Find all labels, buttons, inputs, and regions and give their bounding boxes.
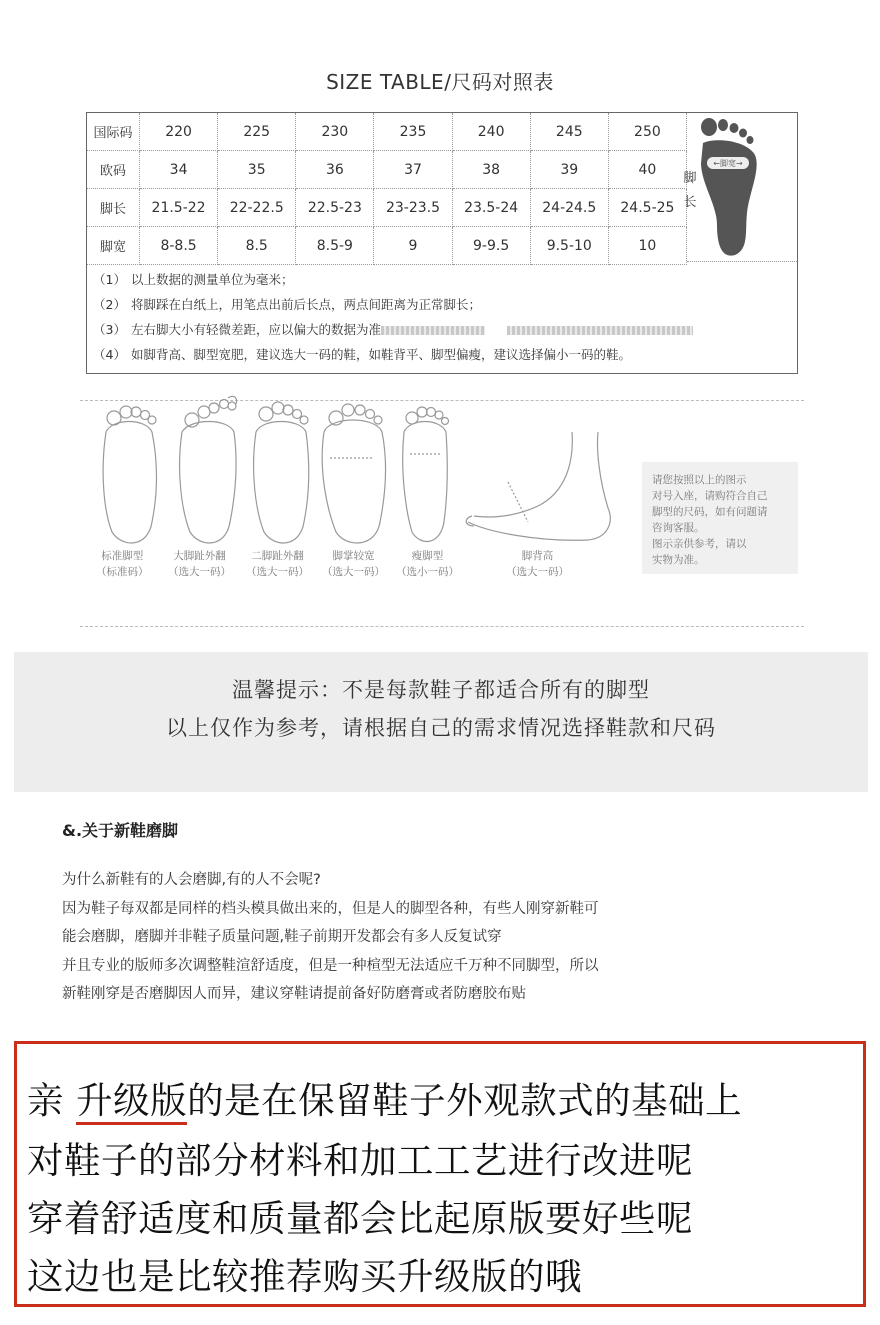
foot-type-caption [246,548,309,580]
foot-type-name: 脚背高 [521,550,554,562]
second-toe-foot-icon [254,402,309,543]
paragraph-line: 并且专业的版师多次调整鞋渲舒适度，但是一种楦型无法适应千万种不同脚型，所以 [62,957,599,974]
note-text: 将脚踩在白纸上，用笔点出前后长点，两点间距离为正常脚长； [131,297,482,312]
size-cell: 220 [140,113,218,151]
upgrade-promo-box [14,1041,866,1307]
foot-length-label [681,167,699,215]
hint-line: 实物为准。 [652,554,705,566]
foot-type-advice: （选大一码） [322,566,385,578]
paragraph-line: 新鞋刚穿是否磨脚因人而异，建议穿鞋请提前备好防磨膏或者防磨胶布贴 [62,986,526,1002]
foot-type-name: 大脚趾外翻 [173,550,226,562]
size-cell: 23-23.5 [374,189,452,227]
promo-line-1-rest: 的是在保留鞋子外观款式的基础上 [187,1079,743,1122]
foot-type-caption [96,548,149,580]
size-table-box [86,112,798,374]
about-new-shoes-text [62,866,832,1009]
size-row-label: 国际码 [87,113,140,151]
foot-length-image [687,113,797,262]
note-index: （1） [93,272,126,287]
size-cell: 34 [140,151,218,189]
size-cell: 10 [608,227,686,265]
paragraph-line: 为什么新鞋有的人会磨脚,有的人不会呢? [62,872,321,888]
foot-type-advice: （标准码） [96,566,149,578]
bunion-foot-icon [180,396,237,543]
size-cell: 40 [608,151,686,189]
size-cell: 24.5-25 [608,189,686,227]
foot-type-name: 标准脚型 [101,550,144,562]
warm-tip-band [14,652,868,792]
paragraph-line: 能会磨脚，磨脚并非鞋子质量问题,鞋子前期开发都会有多人反复试穿 [62,929,502,945]
hint-line: 咨询客服。 [652,522,705,534]
size-table [87,113,687,265]
tip-line-2: 以上仅作为参考，请根据自己的需求情况选择鞋款和尺码 [166,716,716,740]
size-cell: 22.5-23 [296,189,374,227]
size-cell: 39 [530,151,608,189]
size-cell: 230 [296,113,374,151]
size-cell: 35 [218,151,296,189]
upgrade-highlight: 升级版 [76,1079,187,1125]
foot-types-illustration [92,392,632,552]
note-index: （4） [93,347,126,362]
size-cell: 23.5-24 [452,189,530,227]
foot-type-caption [396,548,459,580]
foot-type-caption [506,548,569,580]
paragraph-line: 因为鞋子每双都是同样的档头模具做出来的，但是人的脚型各种，有些人刚穿新鞋可 [62,900,599,917]
hint-line: 脚型的尺码，如有问题请 [652,506,768,518]
note-item [93,317,793,342]
hint-line: 请您按照以上的图示 [652,474,747,486]
promo-line-2: 对鞋子的部分材料和加工工艺进行改进呢 [27,1139,693,1182]
size-cell: 225 [218,113,296,151]
note-item [93,267,793,292]
section-title: &.关于新鞋磨脚 [62,821,179,840]
size-cell: 245 [530,113,608,151]
hint-line: 对号入座，请购符合自己 [652,490,768,502]
size-cell: 36 [296,151,374,189]
note-text: 以上数据的测量单位为毫米； [131,272,294,287]
promo-line-1 [27,1072,742,1124]
size-cell: 21.5-22 [140,189,218,227]
foot-type-advice: （选大一码） [246,566,309,578]
size-row-label: 脚长 [87,189,140,227]
size-row [87,189,687,227]
wide-foot-icon [322,404,385,543]
hint-line: 图示亲供参考，请以 [652,538,747,550]
foot-type-advice: （选大一码） [506,566,569,578]
size-cell: 250 [608,113,686,151]
divider [80,626,804,627]
size-cell: 9-9.5 [452,227,530,265]
size-row [87,113,687,151]
size-cell: 9.5-10 [530,227,608,265]
size-cell: 9 [374,227,452,265]
page-title: SIZE TABLE/尺码对照表 [326,70,554,94]
size-cell: 8.5 [218,227,296,265]
blurred-text [507,326,693,335]
note-index: （3） [93,322,126,337]
note-item [93,342,793,367]
foot-type-name: 瘦脚型 [411,550,444,562]
foot-type-caption [168,548,231,580]
note-text: 左右脚大小有轻微差距，应以偏大的数据为准 [131,322,382,337]
promo-line-3: 穿着舒适度和质量都会比起原版要好些呢 [27,1197,693,1240]
measurement-notes [93,267,793,367]
size-row-label: 脚宽 [87,227,140,265]
size-cell: 24-24.5 [530,189,608,227]
foot-label-char-2: 长 [683,195,697,210]
size-cell: 8.5-9 [296,227,374,265]
fit-hint-box [642,462,798,574]
size-cell: 235 [374,113,452,151]
blurred-text [381,326,485,335]
size-cell: 22-22.5 [218,189,296,227]
foot-type-advice: （选大一码） [168,566,231,578]
foot-type-advice: （选小一码） [396,566,459,578]
size-row [87,151,687,189]
note-index: （2） [93,297,126,312]
promo-line-4: 这边也是比较推荐购买升级版的哦 [27,1255,582,1298]
size-cell: 240 [452,113,530,151]
foot-type-name: 二脚趾外翻 [251,550,304,562]
promo-prefix: 亲 [27,1079,77,1122]
footprint-icon [687,113,797,261]
size-cell: 8-8.5 [140,227,218,265]
size-row [87,227,687,265]
standard-foot-icon [103,406,156,543]
slim-foot-icon [403,407,449,541]
note-item [93,292,793,317]
foot-label-char-1: 脚 [683,171,697,186]
foot-type-caption [322,548,385,580]
tip-line-1: 温馨提示：不是每款鞋子都适合所有的脚型 [232,678,650,702]
size-cell: 37 [374,151,452,189]
high-instep-foot-icon [466,432,610,540]
size-row-label: 欧码 [87,151,140,189]
note-text: 如脚背高、脚型宽肥，建议选大一码的鞋，如鞋背平、脚型偏瘦，建议选择偏小一码的鞋。 [131,347,632,362]
foot-type-name: 脚掌较宽 [332,550,375,562]
svg-text:←脚宽→: ←脚宽→ [713,159,743,168]
size-cell: 38 [452,151,530,189]
